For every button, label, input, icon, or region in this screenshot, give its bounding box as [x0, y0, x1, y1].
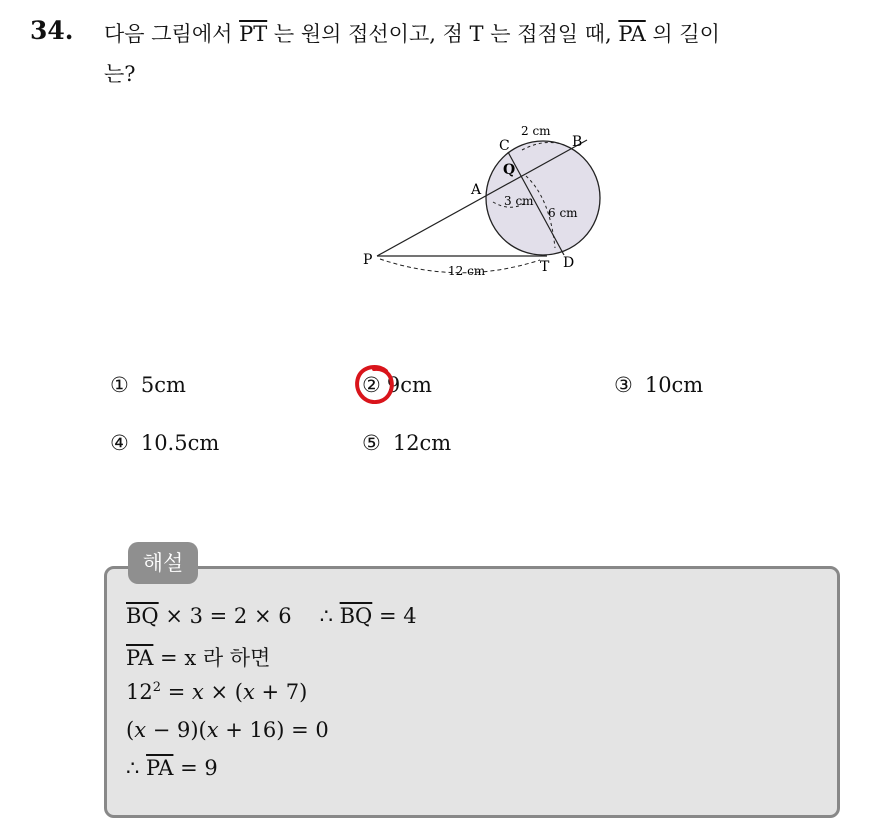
sol1-seg-bq2: $\overline{BQ}$ [339, 604, 373, 628]
choice-5-mark: ⑤ [362, 431, 381, 455]
sol1-therefore: ∴ [319, 604, 340, 628]
sol3-x2: x [242, 680, 255, 704]
label-q: Q [503, 162, 516, 178]
choice-2-mark: ② [362, 373, 381, 397]
solution-tag: 해설 [128, 542, 198, 584]
label-c: C [499, 138, 510, 154]
sol4-end: + 16) = 0 [218, 718, 329, 742]
choice-4-text: 10.5cm [140, 431, 220, 455]
sol3-eq: = [161, 680, 192, 704]
question-text-b: 는 원의 접선이고, 점 T 는 접점일 때, [267, 22, 619, 46]
solution-line-2 [126, 642, 270, 672]
segment-pa: $\overline{PA}$ [618, 22, 646, 46]
choice-1-mark: ① [110, 373, 129, 397]
question-text-c: 의 길이 [645, 22, 720, 46]
sol1-seg-bq: $\overline{BQ}$ [126, 604, 159, 628]
sol5-end: = 9 [173, 756, 218, 780]
label-len-cq: 2 cm [521, 124, 551, 138]
sol3-times: × ( [203, 680, 243, 704]
label-len-aq: 3 cm [504, 194, 534, 208]
choice-4[interactable] [110, 431, 219, 455]
choice-2-text: 9cm [386, 373, 432, 397]
choice-5[interactable] [362, 431, 451, 455]
sol2-end: = x 라 하면 [153, 646, 271, 670]
sol4-x1: x [134, 718, 147, 742]
solution-line-5 [126, 756, 218, 780]
sol2-seg-pa: $\overline{PA}$ [126, 646, 154, 670]
label-t: T [540, 259, 550, 275]
choice-3-mark: ③ [614, 373, 633, 397]
question-text-line2: 는? [104, 62, 136, 86]
sol3-base: 12 [126, 680, 153, 704]
sol5-seg-pa: $\overline{PA}$ [146, 756, 174, 780]
choice-5-text: 12cm [392, 431, 452, 455]
label-b: B [572, 134, 583, 150]
choice-4-mark: ④ [110, 431, 129, 455]
choice-3[interactable] [614, 373, 703, 397]
segment-pt: $\overline{PT}$ [239, 22, 268, 46]
sol4-open: ( [126, 718, 135, 742]
label-p: P [363, 252, 373, 268]
solution-line-3 [126, 680, 307, 704]
label-len-qd: 6 cm [548, 206, 578, 220]
sol1-mid: × 3 = 2 × 6 [158, 604, 292, 628]
sol4-mid: − 9)( [146, 718, 207, 742]
label-a: A [471, 182, 482, 198]
sol3-exp: 2 [152, 680, 162, 695]
sol1-end: = 4 [372, 604, 417, 628]
question-number: 34. [30, 16, 74, 45]
question-text-line1 [104, 18, 720, 48]
geometry-figure [350, 118, 620, 288]
choice-1[interactable] [110, 373, 186, 397]
answer-mark-circle [352, 362, 398, 408]
choice-1-text: 5cm [140, 373, 186, 397]
label-d: D [563, 255, 575, 271]
sol5-therefore: ∴ [126, 756, 147, 780]
question-text-a: 다음 그림에서 [104, 22, 240, 46]
sol3-x1: x [191, 680, 204, 704]
sol3-end: + 7) [254, 680, 308, 704]
choice-3-text: 10cm [644, 373, 704, 397]
solution-line-4 [126, 718, 329, 742]
label-len-pt: 12 cm [448, 264, 486, 278]
solution-line-1 [126, 604, 417, 628]
sol4-x2: x [206, 718, 219, 742]
